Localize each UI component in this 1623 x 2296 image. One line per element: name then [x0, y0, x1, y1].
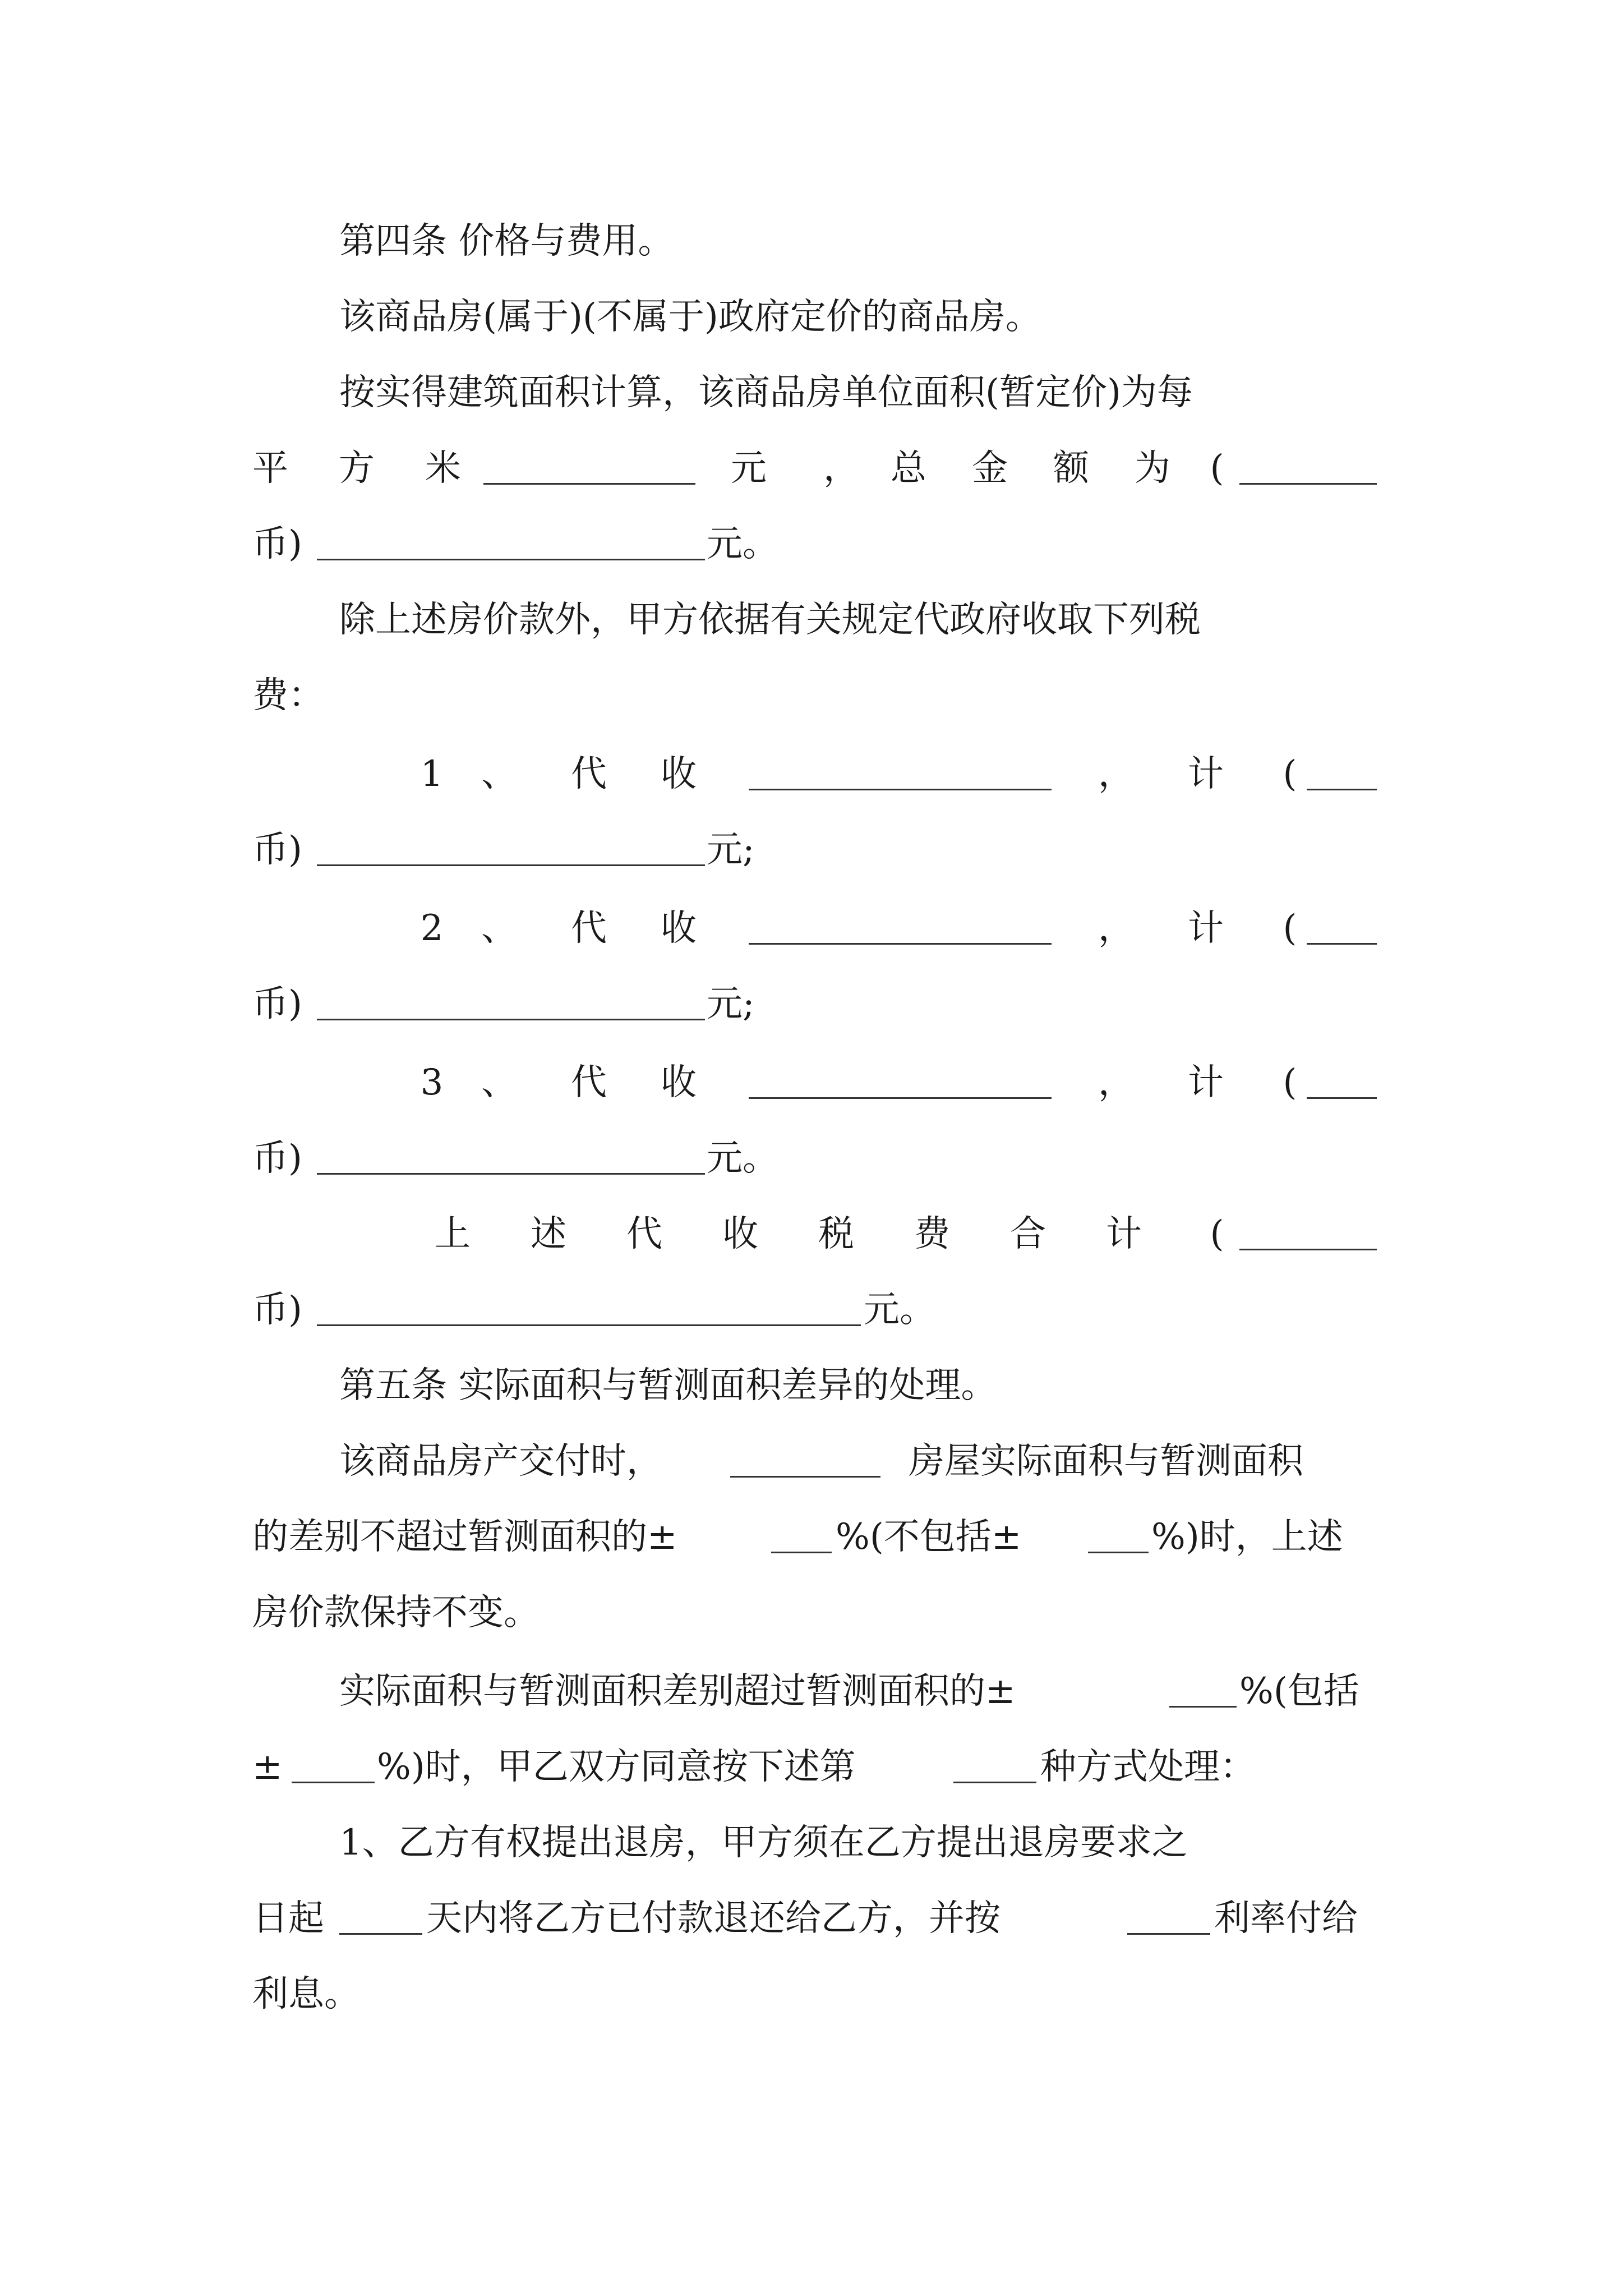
paragraph-line — [0, 1276, 1623, 1343]
text-segment: 、 — [481, 1062, 517, 1103]
text-segment: 2 — [420, 908, 444, 949]
blank-underline — [317, 1019, 705, 1020]
text-segment: 币) — [252, 829, 302, 871]
text-segment: 币) — [252, 1138, 302, 1179]
text-segment: 计 — [1188, 753, 1224, 795]
text-segment: ( — [1283, 753, 1297, 795]
text-segment: ， — [823, 448, 859, 489]
paragraph-line — [0, 1503, 1623, 1571]
text-segment: 房价款保持不变。 — [252, 1592, 540, 1634]
paragraph-line — [0, 586, 1623, 654]
text-segment: 天内将乙方已付款退还给乙方，并按 — [426, 1898, 1000, 1939]
text-segment: 计 — [1188, 1062, 1224, 1103]
text-segment: 额 — [1053, 448, 1089, 489]
blank-underline — [1307, 1097, 1377, 1099]
text-segment: %)时，上述 — [1151, 1516, 1343, 1558]
text-segment: 为 — [1135, 448, 1170, 489]
paragraph-line — [0, 662, 1623, 729]
text-segment: ( — [1210, 1213, 1224, 1255]
text-segment: 元。 — [864, 1289, 935, 1331]
text-segment: 金 — [972, 448, 1008, 489]
blank-underline — [1307, 943, 1377, 945]
blank-underline — [771, 1552, 832, 1553]
text-segment: 1 — [420, 753, 444, 795]
text-segment: %)时，甲乙双方同意按下述第 — [377, 1746, 856, 1788]
fee-item-1 — [0, 740, 1623, 808]
text-segment: 币) — [252, 1289, 302, 1331]
fee-total-line — [0, 1200, 1623, 1268]
paragraph-line — [0, 359, 1623, 426]
text-segment: 日起 — [252, 1898, 324, 1939]
text-segment: 该商品房产交付时， — [339, 1441, 662, 1482]
blank-underline — [317, 559, 705, 560]
text-segment: 币) — [252, 523, 302, 565]
text-segment: 第五条 实际面积与暂测面积差异的处理。 — [339, 1365, 997, 1406]
text-segment: ， — [1098, 908, 1134, 949]
blank-underline — [1169, 1706, 1237, 1708]
text-segment: 1、乙方有权提出退房，甲方须在乙方提出退房要求之 — [339, 1822, 1188, 1864]
text-segment: 房屋实际面积与暂测面积 — [909, 1441, 1303, 1482]
text-segment: ( — [1283, 908, 1297, 949]
paragraph-line — [0, 1125, 1623, 1192]
blank-underline — [483, 483, 695, 485]
paragraph-line — [0, 970, 1623, 1038]
paragraph-line — [0, 283, 1623, 351]
text-segment: 计 — [1188, 908, 1224, 949]
text-segment: 元; — [707, 983, 755, 1025]
text-segment: ( — [1210, 448, 1224, 489]
article-5-title — [0, 1352, 1623, 1419]
paragraph-line — [0, 1579, 1623, 1646]
text-segment: 、 — [481, 753, 517, 795]
text-segment: 上述代收税费合计 — [435, 1213, 1202, 1255]
blank-underline — [1239, 1249, 1377, 1250]
paragraph-line — [0, 816, 1623, 884]
text-segment: 、 — [481, 908, 517, 949]
paragraph-line — [0, 1961, 1623, 2028]
blank-underline — [339, 1933, 422, 1935]
text-segment: 费： — [252, 675, 324, 716]
blank-underline — [1127, 1933, 1210, 1935]
text-segment: ， — [1098, 1062, 1134, 1103]
blank-underline — [1307, 789, 1377, 790]
text-segment: 元。 — [707, 523, 778, 565]
text-segment: 按实得建筑面积计算，该商品房单位面积(暂定价)为每 — [339, 372, 1193, 413]
blank-underline — [953, 1782, 1036, 1783]
text-segment: 代 — [571, 1062, 607, 1103]
text-segment: %(不包括± — [836, 1516, 1022, 1558]
blank-underline — [730, 1476, 880, 1478]
blank-underline — [749, 943, 1052, 945]
text-segment: 利息。 — [252, 1973, 360, 2015]
paragraph-line — [0, 510, 1623, 578]
text-segment: 收 — [661, 908, 697, 949]
text-segment: 收 — [661, 1062, 697, 1103]
text-segment: 除上述房价款外，甲方依据有关规定代政府收取下列税 — [339, 599, 1201, 641]
text-segment: 平方米 — [252, 448, 511, 489]
text-segment: 元; — [707, 829, 755, 871]
blank-underline — [317, 864, 705, 866]
text-segment: 实际面积与暂测面积差别超过暂测面积的± — [339, 1671, 1016, 1712]
text-segment: 3 — [420, 1062, 444, 1103]
text-segment: 该商品房(属于)(不属于)政府定价的商品房。 — [339, 296, 1041, 338]
blank-underline — [317, 1173, 705, 1175]
text-segment: 的差别不超过暂测面积的± — [252, 1516, 677, 1558]
text-segment: 代 — [571, 753, 607, 795]
text-segment: ( — [1283, 1062, 1297, 1103]
fee-item-2 — [0, 895, 1623, 962]
paragraph-line — [0, 1809, 1623, 1876]
text-segment: 利率付给 — [1214, 1898, 1358, 1939]
paragraph-line — [0, 435, 1623, 502]
blank-underline — [1239, 483, 1377, 485]
blank-underline — [749, 1097, 1052, 1099]
fee-item-3 — [0, 1049, 1623, 1116]
text-segment: ± — [252, 1746, 283, 1788]
blank-underline — [292, 1782, 375, 1783]
blank-underline — [749, 789, 1052, 790]
text-segment: ， — [1098, 753, 1134, 795]
text-segment: 代 — [571, 908, 607, 949]
text-segment: %(包括 — [1239, 1671, 1359, 1712]
paragraph-line — [0, 1885, 1623, 1952]
text-segment: 种方式处理： — [1040, 1746, 1256, 1788]
text-segment: 币) — [252, 983, 302, 1025]
text-segment: 元。 — [707, 1138, 778, 1179]
paragraph-line — [0, 1428, 1623, 1495]
text-segment: 总 — [891, 448, 926, 489]
paragraph-line — [0, 1733, 1623, 1801]
text-segment: 元 — [731, 448, 767, 489]
article-4-title — [0, 208, 1623, 275]
text-segment: 收 — [661, 753, 697, 795]
blank-underline — [1088, 1552, 1149, 1553]
paragraph-line — [0, 1658, 1623, 1725]
blank-underline — [317, 1324, 861, 1326]
text-segment: 第四条 价格与费用。 — [339, 220, 674, 262]
